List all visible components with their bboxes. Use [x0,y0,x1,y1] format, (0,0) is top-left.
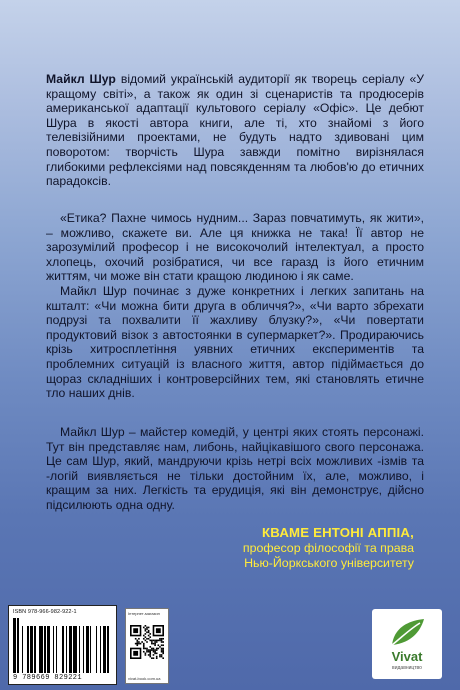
qr-code-icon [130,625,164,659]
qr-box [125,608,169,684]
review-block [46,425,424,513]
barcode-digits: 9 789669 829221 [13,674,83,682]
isbn-barcode-box [8,605,117,685]
description-block [46,211,424,401]
barcode-bar [109,618,112,673]
reviewer-title-line1: професор філософії та права [242,541,414,555]
publisher-subtitle: видавництво [392,665,422,671]
description-paragraph-2: Майкл Шур починає з дуже конкретних і легких запитань на кшталт: «Чи можна бити друга в обличчя?», «Чи варто збрехати подрузі та похвалити її жахливу блузку?», «Чи повертати продуктовий візок з автостоянки в супермаркет?». Продираючись крізь хитросплетіння уявних етичних експериментів та проблемних ситуацій із власного життя, автор підіймається до щораз складніших і контроверсійних тем, які становлять етичне тло наших днів. [46,283,424,401]
author-name: Майкл Шур [46,72,116,86]
isbn-label: ISBN 978-966-982-922-1 [13,609,77,615]
qr-url: vivat-book.com.ua [128,676,161,681]
qr-label: Інтернет-магазин [128,611,160,616]
reviewer-title-line2: Нью-Йоркського університету [244,556,414,570]
intro-text: відомий українській аудиторії як творець серіалу «У кращому світі», а також як один зі сценаристів та продюсерів американської адаптації культового серіалу «Офіс». Це дебют Шура в якості автора книги, але ті, хто знайомі з його телевізійними проектами, не будуть надто здивовані цим поворотом: творчість Шура завжди помітно вирізнялася глибокими рефлексіями над повсякденням та любов'ю до етичних парадоксів. [46,72,424,189]
publisher-logo [372,609,442,679]
publisher-name: Vivat [391,649,423,664]
reviewer-name: КВАМЕ ЕНТОНІ АППІА, [262,525,414,540]
intro-paragraph [46,72,424,189]
review-paragraph: Майкл Шур – майстер комедій, у центрі яких стоять персонажі. Тут він представляє нам, либонь, найцікавішого свого персонажа. Це сам Шур, який, мандруючи крізь нетрі всіх можливих -ізмів та -логій виявляється не тільки достойним їх, але, можливо, і кращим за них. Легкість та ерудиція, які він демонструє, дійсно підсилюють одна одну. [46,425,424,512]
intro-block [46,72,424,189]
barcode [13,618,112,673]
leaf-icon [384,615,430,649]
description-paragraph-1: «Етика? Пахне чимось нудним... Зараз повчатимуть, як жити», – можливо, скажете ви. Але ця книжка не така! Її автор не зарозумілий професор і не високочолий інтелектуал, а просто хлопець, охочий розібратися, чи все гаразд із його етичним життям, чи може він стати кращою людиною і як саме. [46,211,424,284]
